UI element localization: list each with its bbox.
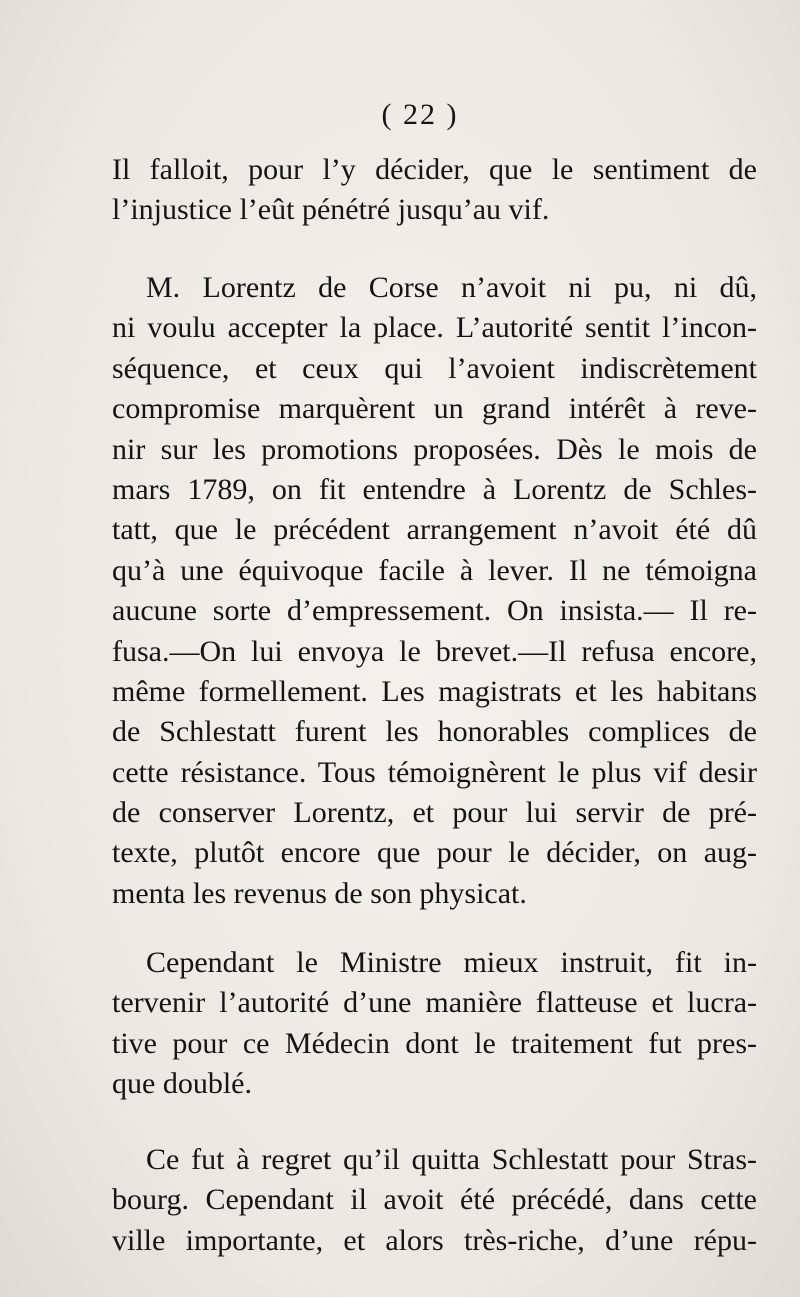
text-line: Cependant le Ministre mieux instruit, fit in-	[146, 946, 757, 979]
text-line: nir sur les promotions proposées. Dès le mois de	[112, 432, 757, 466]
page-number: ( 22 )	[381, 98, 459, 131]
text-line: tervenir l’autorité d’une manière flatteuse et lucra-	[112, 986, 757, 1020]
text-line: cette résistance. Tous témoignèrent le plus vif desir	[112, 755, 757, 789]
text-line: ni voulu accepter la place. L’autorité sentit l’incon-	[112, 311, 757, 345]
text-line: tive pour ce Médecin dont le traitement fut pres-	[112, 1026, 757, 1060]
text-line: aucune sorte d’empressement. On insista.— Il re-	[112, 594, 757, 628]
text-line: de Schlestatt furent les honorables complices de	[112, 715, 757, 749]
text-line: tatt, que le précédent arrangement n’avoit été dû	[112, 513, 757, 547]
text-line: mars 1789, on fit entendre à Lorentz de Schles-	[112, 472, 757, 506]
text-line: l’injustice l’eût pénétré jusqu’au vif.	[112, 193, 550, 227]
text-line: même formellement. Les magistrats et les habitans	[112, 674, 757, 708]
text-line: compromise marquèrent un grand intérêt à reve-	[112, 392, 757, 426]
text-line: qu’à une équivoque facile à lever. Il ne témoigna	[112, 553, 757, 587]
text-line: menta les revenus de son physicat.	[112, 876, 527, 910]
text-line: texte, plutôt encore que pour le décider, on aug-	[112, 836, 757, 870]
paragraph-2	[112, 268, 757, 914]
text-line: de conserver Lorentz, et pour lui servir de pré-	[112, 796, 757, 830]
text-line: Ce fut à regret qu’il quitta Schlestatt pour Stras-	[146, 1143, 757, 1176]
text-line: séquence, et ceux qui l’avoient indiscrètement	[112, 351, 757, 385]
text-line: Il falloit, pour l’y décider, que le sentiment de	[112, 153, 757, 186]
paragraph-4	[112, 1140, 757, 1261]
text-line: fusa.—On lui envoya le brevet.—Il refusa encore,	[112, 634, 757, 668]
text-line: que doublé.	[112, 1067, 252, 1101]
paragraph-1	[112, 150, 757, 231]
paragraph-3	[112, 943, 757, 1105]
text-line: bourg. Cependant il avoit été précédé, dans cette	[112, 1183, 757, 1217]
text-line: M. Lorentz de Corse n’avoit ni pu, ni dû,	[146, 271, 757, 304]
text-line: ville importante, et alors très-riche, d’une répu-	[112, 1223, 757, 1257]
